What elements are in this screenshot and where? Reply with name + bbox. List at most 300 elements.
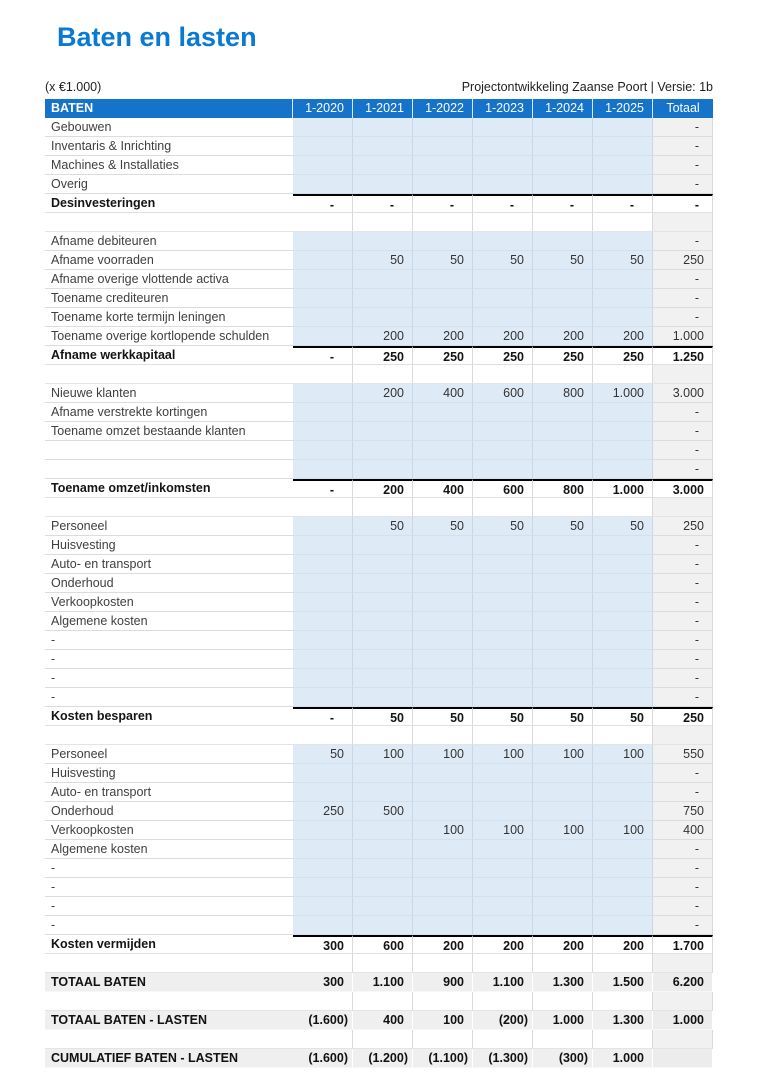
row-label: Verkoopkosten bbox=[45, 593, 293, 612]
cell-1-2022 bbox=[413, 669, 473, 688]
cell-totaal bbox=[653, 1030, 713, 1049]
cell-totaal: - bbox=[653, 574, 713, 593]
cell-totaal: - bbox=[653, 897, 713, 916]
cell-1-2024 bbox=[533, 593, 593, 612]
cell-1-2022: 250 bbox=[413, 346, 473, 365]
spacer-row bbox=[45, 726, 713, 745]
cell-1-2024: (300) bbox=[533, 1049, 593, 1068]
cell-1-2021 bbox=[353, 289, 413, 308]
cell-1-2022 bbox=[413, 232, 473, 251]
header-baten: BATEN bbox=[45, 99, 293, 118]
cell-1-2023 bbox=[473, 137, 533, 156]
row-label bbox=[45, 726, 293, 745]
cell-1-2022 bbox=[413, 593, 473, 612]
cell-1-2022: 100 bbox=[413, 821, 473, 840]
cell-1-2025: 250 bbox=[593, 346, 653, 365]
row-label: Personeel bbox=[45, 517, 293, 536]
row-label bbox=[45, 954, 293, 973]
cell-1-2025: 1.000 bbox=[593, 479, 653, 498]
cell-1-2023 bbox=[473, 403, 533, 422]
cell-1-2022 bbox=[413, 118, 473, 137]
unit-label: (x €1.000) bbox=[45, 80, 102, 94]
table-row bbox=[45, 783, 713, 802]
cell-1-2024 bbox=[533, 783, 593, 802]
cell-1-2020 bbox=[293, 783, 353, 802]
row-label bbox=[45, 498, 293, 517]
table-row bbox=[45, 251, 713, 270]
cell-1-2020 bbox=[293, 498, 353, 517]
cell-1-2020 bbox=[293, 1030, 353, 1049]
cell-1-2021 bbox=[353, 213, 413, 232]
cell-1-2023 bbox=[473, 213, 533, 232]
cell-1-2023 bbox=[473, 840, 533, 859]
row-label bbox=[45, 365, 293, 384]
cell-1-2025 bbox=[593, 574, 653, 593]
table-row bbox=[45, 289, 713, 308]
cell-1-2021 bbox=[353, 156, 413, 175]
row-label: Toename omzet/inkomsten bbox=[45, 479, 293, 498]
cell-1-2024 bbox=[533, 137, 593, 156]
cell-1-2021 bbox=[353, 175, 413, 194]
cell-1-2023: (1.300) bbox=[473, 1049, 533, 1068]
cell-totaal: 1.000 bbox=[653, 1011, 713, 1030]
cell-1-2025 bbox=[593, 669, 653, 688]
cell-1-2024 bbox=[533, 574, 593, 593]
cell-1-2022 bbox=[413, 688, 473, 707]
cell-1-2024 bbox=[533, 422, 593, 441]
cell-1-2025 bbox=[593, 593, 653, 612]
cell-1-2025 bbox=[593, 289, 653, 308]
row-label: Inventaris & Inrichting bbox=[45, 137, 293, 156]
cell-totaal: 1.700 bbox=[653, 935, 713, 954]
table-row bbox=[45, 403, 713, 422]
cell-1-2023 bbox=[473, 612, 533, 631]
cell-1-2024 bbox=[533, 156, 593, 175]
cell-totaal bbox=[653, 1049, 713, 1068]
cell-1-2024 bbox=[533, 175, 593, 194]
cell-totaal: - bbox=[653, 916, 713, 935]
cell-1-2021 bbox=[353, 422, 413, 441]
cell-1-2023 bbox=[473, 688, 533, 707]
spacer-row bbox=[45, 992, 713, 1011]
cell-1-2020 bbox=[293, 726, 353, 745]
cell-1-2023 bbox=[473, 574, 533, 593]
table-row bbox=[45, 764, 713, 783]
cell-totaal: - bbox=[653, 688, 713, 707]
project-version-label: Projectontwikkeling Zaanse Poort | Versie: 1b bbox=[461, 80, 713, 94]
row-label: - bbox=[45, 669, 293, 688]
table-row bbox=[45, 802, 713, 821]
cell-1-2022 bbox=[413, 498, 473, 517]
cell-1-2020 bbox=[293, 688, 353, 707]
cell-1-2022 bbox=[413, 783, 473, 802]
cell-1-2025 bbox=[593, 783, 653, 802]
cell-1-2020 bbox=[293, 460, 353, 479]
cell-1-2022 bbox=[413, 403, 473, 422]
cell-1-2023 bbox=[473, 1030, 533, 1049]
cell-1-2023 bbox=[473, 631, 533, 650]
cell-1-2020 bbox=[293, 156, 353, 175]
cell-totaal: - bbox=[653, 156, 713, 175]
row-label: Kosten vermijden bbox=[45, 935, 293, 954]
table-row bbox=[45, 1011, 713, 1030]
cell-1-2021: (1.200) bbox=[353, 1049, 413, 1068]
cell-totaal: - bbox=[653, 593, 713, 612]
cell-1-2025 bbox=[593, 422, 653, 441]
table-row bbox=[45, 973, 713, 992]
cell-1-2021 bbox=[353, 498, 413, 517]
row-label: Toename crediteuren bbox=[45, 289, 293, 308]
table-row bbox=[45, 859, 713, 878]
cell-1-2022 bbox=[413, 270, 473, 289]
table-row bbox=[45, 707, 713, 726]
cell-1-2022: 50 bbox=[413, 707, 473, 726]
row-label bbox=[45, 992, 293, 1011]
cell-totaal: - bbox=[653, 631, 713, 650]
row-label: Kosten besparen bbox=[45, 707, 293, 726]
cell-1-2021 bbox=[353, 555, 413, 574]
cell-1-2020 bbox=[293, 821, 353, 840]
cell-1-2023 bbox=[473, 992, 533, 1011]
cell-totaal: - bbox=[653, 555, 713, 574]
cell-1-2021 bbox=[353, 897, 413, 916]
cell-1-2022 bbox=[413, 726, 473, 745]
meta-bar bbox=[45, 80, 713, 94]
row-label bbox=[45, 441, 293, 460]
table-row bbox=[45, 916, 713, 935]
cell-1-2025 bbox=[593, 460, 653, 479]
cell-1-2023 bbox=[473, 365, 533, 384]
cell-1-2021 bbox=[353, 764, 413, 783]
header-col-1-2023: 1-2023 bbox=[473, 99, 533, 118]
cell-1-2021 bbox=[353, 118, 413, 137]
cell-1-2023 bbox=[473, 859, 533, 878]
cell-1-2020 bbox=[293, 536, 353, 555]
row-label: Onderhoud bbox=[45, 802, 293, 821]
cell-1-2020 bbox=[293, 384, 353, 403]
row-label: TOTAAL BATEN bbox=[45, 973, 293, 992]
cell-1-2025 bbox=[593, 954, 653, 973]
cell-1-2025 bbox=[593, 802, 653, 821]
cell-1-2024 bbox=[533, 536, 593, 555]
cell-1-2020 bbox=[293, 574, 353, 593]
cell-1-2024: 100 bbox=[533, 821, 593, 840]
row-label: - bbox=[45, 878, 293, 897]
cell-1-2024: 100 bbox=[533, 745, 593, 764]
cell-totaal: - bbox=[653, 422, 713, 441]
cell-1-2021 bbox=[353, 916, 413, 935]
cell-1-2022 bbox=[413, 954, 473, 973]
table-header-row bbox=[45, 99, 713, 118]
cell-1-2025: 1.000 bbox=[593, 384, 653, 403]
row-label bbox=[45, 1030, 293, 1049]
cell-1-2020 bbox=[293, 365, 353, 384]
cell-1-2021 bbox=[353, 612, 413, 631]
cell-1-2022 bbox=[413, 460, 473, 479]
cell-1-2020 bbox=[293, 897, 353, 916]
cell-totaal bbox=[653, 954, 713, 973]
cell-1-2021: 100 bbox=[353, 745, 413, 764]
cell-1-2021 bbox=[353, 726, 413, 745]
cell-1-2024 bbox=[533, 289, 593, 308]
row-label: Algemene kosten bbox=[45, 840, 293, 859]
cell-totaal: - bbox=[653, 403, 713, 422]
table-row bbox=[45, 935, 713, 954]
cell-1-2022 bbox=[413, 764, 473, 783]
table-row bbox=[45, 745, 713, 764]
cell-totaal: - bbox=[653, 289, 713, 308]
cell-1-2020 bbox=[293, 916, 353, 935]
cell-1-2022 bbox=[413, 650, 473, 669]
cell-1-2020 bbox=[293, 669, 353, 688]
row-label: Afname werkkapitaal bbox=[45, 346, 293, 365]
cell-1-2020 bbox=[293, 118, 353, 137]
cell-totaal: - bbox=[653, 669, 713, 688]
cell-1-2021: 200 bbox=[353, 384, 413, 403]
row-label bbox=[45, 213, 293, 232]
table-row bbox=[45, 460, 713, 479]
cell-1-2023: 600 bbox=[473, 479, 533, 498]
cell-1-2021 bbox=[353, 878, 413, 897]
cell-1-2021 bbox=[353, 460, 413, 479]
cell-1-2021 bbox=[353, 270, 413, 289]
cell-totaal: - bbox=[653, 308, 713, 327]
cell-1-2020 bbox=[293, 403, 353, 422]
row-label: Toename korte termijn leningen bbox=[45, 308, 293, 327]
row-label: Afname voorraden bbox=[45, 251, 293, 270]
table-row bbox=[45, 308, 713, 327]
table-row bbox=[45, 441, 713, 460]
cell-1-2020 bbox=[293, 859, 353, 878]
cell-1-2020: 300 bbox=[293, 935, 353, 954]
row-label: Overig bbox=[45, 175, 293, 194]
cell-1-2020 bbox=[293, 251, 353, 270]
cell-1-2025 bbox=[593, 878, 653, 897]
cell-1-2022 bbox=[413, 840, 473, 859]
cell-1-2022 bbox=[413, 175, 473, 194]
cell-totaal: - bbox=[653, 270, 713, 289]
cell-1-2022 bbox=[413, 992, 473, 1011]
cell-1-2020 bbox=[293, 213, 353, 232]
cell-1-2022 bbox=[413, 916, 473, 935]
cell-1-2024 bbox=[533, 954, 593, 973]
cell-1-2022 bbox=[413, 365, 473, 384]
cell-1-2024 bbox=[533, 213, 593, 232]
cell-1-2025 bbox=[593, 916, 653, 935]
cell-1-2020 bbox=[293, 954, 353, 973]
cell-totaal: - bbox=[653, 650, 713, 669]
table-row bbox=[45, 650, 713, 669]
table-row bbox=[45, 118, 713, 137]
cell-1-2025 bbox=[593, 156, 653, 175]
cell-1-2024 bbox=[533, 688, 593, 707]
cell-1-2023: - bbox=[473, 194, 533, 213]
row-label: - bbox=[45, 897, 293, 916]
cell-totaal: - bbox=[653, 441, 713, 460]
row-label: Nieuwe klanten bbox=[45, 384, 293, 403]
cell-1-2022 bbox=[413, 536, 473, 555]
cell-1-2022: - bbox=[413, 194, 473, 213]
cell-totaal bbox=[653, 726, 713, 745]
row-label: Huisvesting bbox=[45, 536, 293, 555]
cell-1-2024 bbox=[533, 631, 593, 650]
cell-1-2021 bbox=[353, 650, 413, 669]
cell-1-2024 bbox=[533, 403, 593, 422]
cell-1-2020: 50 bbox=[293, 745, 353, 764]
cell-1-2025: - bbox=[593, 194, 653, 213]
row-label: Onderhoud bbox=[45, 574, 293, 593]
cell-1-2024 bbox=[533, 460, 593, 479]
row-label: Machines & Installaties bbox=[45, 156, 293, 175]
cell-1-2022 bbox=[413, 802, 473, 821]
cell-1-2021: 50 bbox=[353, 517, 413, 536]
cell-1-2024 bbox=[533, 897, 593, 916]
cell-1-2022: 200 bbox=[413, 327, 473, 346]
cell-totaal: - bbox=[653, 137, 713, 156]
cell-1-2020 bbox=[293, 270, 353, 289]
cell-1-2021 bbox=[353, 441, 413, 460]
cell-1-2021 bbox=[353, 574, 413, 593]
row-label: - bbox=[45, 631, 293, 650]
row-label: CUMULATIEF BATEN - LASTEN bbox=[45, 1049, 293, 1068]
cell-1-2023 bbox=[473, 536, 533, 555]
cell-1-2020: 250 bbox=[293, 802, 353, 821]
cell-1-2023 bbox=[473, 878, 533, 897]
cell-1-2025 bbox=[593, 213, 653, 232]
cell-1-2025 bbox=[593, 764, 653, 783]
cell-1-2021 bbox=[353, 365, 413, 384]
row-label: TOTAAL BATEN - LASTEN bbox=[45, 1011, 293, 1030]
cell-1-2022: 400 bbox=[413, 384, 473, 403]
cell-1-2020 bbox=[293, 878, 353, 897]
cell-1-2024: 200 bbox=[533, 935, 593, 954]
cell-1-2025 bbox=[593, 308, 653, 327]
cell-1-2023 bbox=[473, 897, 533, 916]
cell-1-2024: 1.300 bbox=[533, 973, 593, 992]
cell-1-2024: 50 bbox=[533, 251, 593, 270]
cell-1-2024 bbox=[533, 555, 593, 574]
header-col-1-2025: 1-2025 bbox=[593, 99, 653, 118]
cell-1-2021 bbox=[353, 308, 413, 327]
page-title: Baten en lasten bbox=[57, 22, 257, 52]
cell-1-2025 bbox=[593, 175, 653, 194]
cell-1-2025: 200 bbox=[593, 327, 653, 346]
cell-1-2020 bbox=[293, 612, 353, 631]
cell-1-2023: 50 bbox=[473, 517, 533, 536]
cell-1-2023 bbox=[473, 422, 533, 441]
row-label: Algemene kosten bbox=[45, 612, 293, 631]
row-label: Personeel bbox=[45, 745, 293, 764]
cell-1-2020: - bbox=[293, 346, 353, 365]
cell-1-2025 bbox=[593, 726, 653, 745]
row-label: Toename overige kortlopende schulden bbox=[45, 327, 293, 346]
cell-totaal: - bbox=[653, 783, 713, 802]
table-row bbox=[45, 612, 713, 631]
cell-1-2021 bbox=[353, 137, 413, 156]
cell-1-2021 bbox=[353, 593, 413, 612]
cell-1-2021: 250 bbox=[353, 346, 413, 365]
table-row bbox=[45, 384, 713, 403]
cell-1-2024 bbox=[533, 232, 593, 251]
table-row bbox=[45, 555, 713, 574]
cell-totaal: - bbox=[653, 118, 713, 137]
cell-totaal bbox=[653, 498, 713, 517]
cell-1-2020 bbox=[293, 650, 353, 669]
row-label: Afname debiteuren bbox=[45, 232, 293, 251]
cell-1-2022: (1.100) bbox=[413, 1049, 473, 1068]
cell-1-2023 bbox=[473, 726, 533, 745]
row-label: Afname overige vlottende activa bbox=[45, 270, 293, 289]
cell-1-2025 bbox=[593, 631, 653, 650]
cell-1-2023 bbox=[473, 118, 533, 137]
cell-1-2023 bbox=[473, 555, 533, 574]
cell-1-2024 bbox=[533, 270, 593, 289]
cell-1-2025 bbox=[593, 840, 653, 859]
row-label: Huisvesting bbox=[45, 764, 293, 783]
cell-1-2023 bbox=[473, 460, 533, 479]
cell-totaal bbox=[653, 213, 713, 232]
spacer-row bbox=[45, 365, 713, 384]
cell-1-2024 bbox=[533, 498, 593, 517]
row-label: Auto- en transport bbox=[45, 783, 293, 802]
cell-1-2024 bbox=[533, 650, 593, 669]
row-label: Gebouwen bbox=[45, 118, 293, 137]
cell-1-2020 bbox=[293, 289, 353, 308]
cell-1-2023 bbox=[473, 308, 533, 327]
cell-1-2023: (200) bbox=[473, 1011, 533, 1030]
cell-1-2023: 250 bbox=[473, 346, 533, 365]
cell-1-2024 bbox=[533, 308, 593, 327]
cell-1-2022: 50 bbox=[413, 251, 473, 270]
cell-1-2020: (1.600) bbox=[293, 1011, 353, 1030]
cell-1-2021 bbox=[353, 688, 413, 707]
cell-1-2022: 400 bbox=[413, 479, 473, 498]
row-label: - bbox=[45, 650, 293, 669]
cell-totaal: - bbox=[653, 194, 713, 213]
cell-1-2022 bbox=[413, 308, 473, 327]
cell-1-2024: 1.000 bbox=[533, 1011, 593, 1030]
header-col-1-2022: 1-2022 bbox=[413, 99, 473, 118]
cell-1-2023: 600 bbox=[473, 384, 533, 403]
cell-1-2025: 100 bbox=[593, 821, 653, 840]
cell-1-2020: - bbox=[293, 707, 353, 726]
cell-totaal: 250 bbox=[653, 517, 713, 536]
cell-1-2023 bbox=[473, 498, 533, 517]
table-row bbox=[45, 232, 713, 251]
cell-totaal: - bbox=[653, 612, 713, 631]
cell-1-2020: - bbox=[293, 479, 353, 498]
cell-1-2023: 100 bbox=[473, 821, 533, 840]
cell-totaal bbox=[653, 365, 713, 384]
cell-1-2022 bbox=[413, 441, 473, 460]
cell-1-2021: 600 bbox=[353, 935, 413, 954]
cell-totaal: - bbox=[653, 859, 713, 878]
cell-1-2024 bbox=[533, 1030, 593, 1049]
cell-1-2020 bbox=[293, 441, 353, 460]
table-row bbox=[45, 536, 713, 555]
cell-totaal: - bbox=[653, 175, 713, 194]
cell-1-2024: 800 bbox=[533, 384, 593, 403]
cell-1-2022: 200 bbox=[413, 935, 473, 954]
cell-1-2024 bbox=[533, 840, 593, 859]
cell-1-2025 bbox=[593, 270, 653, 289]
cell-1-2024: 50 bbox=[533, 517, 593, 536]
cell-1-2022 bbox=[413, 156, 473, 175]
cell-1-2025 bbox=[593, 137, 653, 156]
table-row bbox=[45, 669, 713, 688]
cell-1-2024 bbox=[533, 726, 593, 745]
cell-1-2022: 100 bbox=[413, 745, 473, 764]
